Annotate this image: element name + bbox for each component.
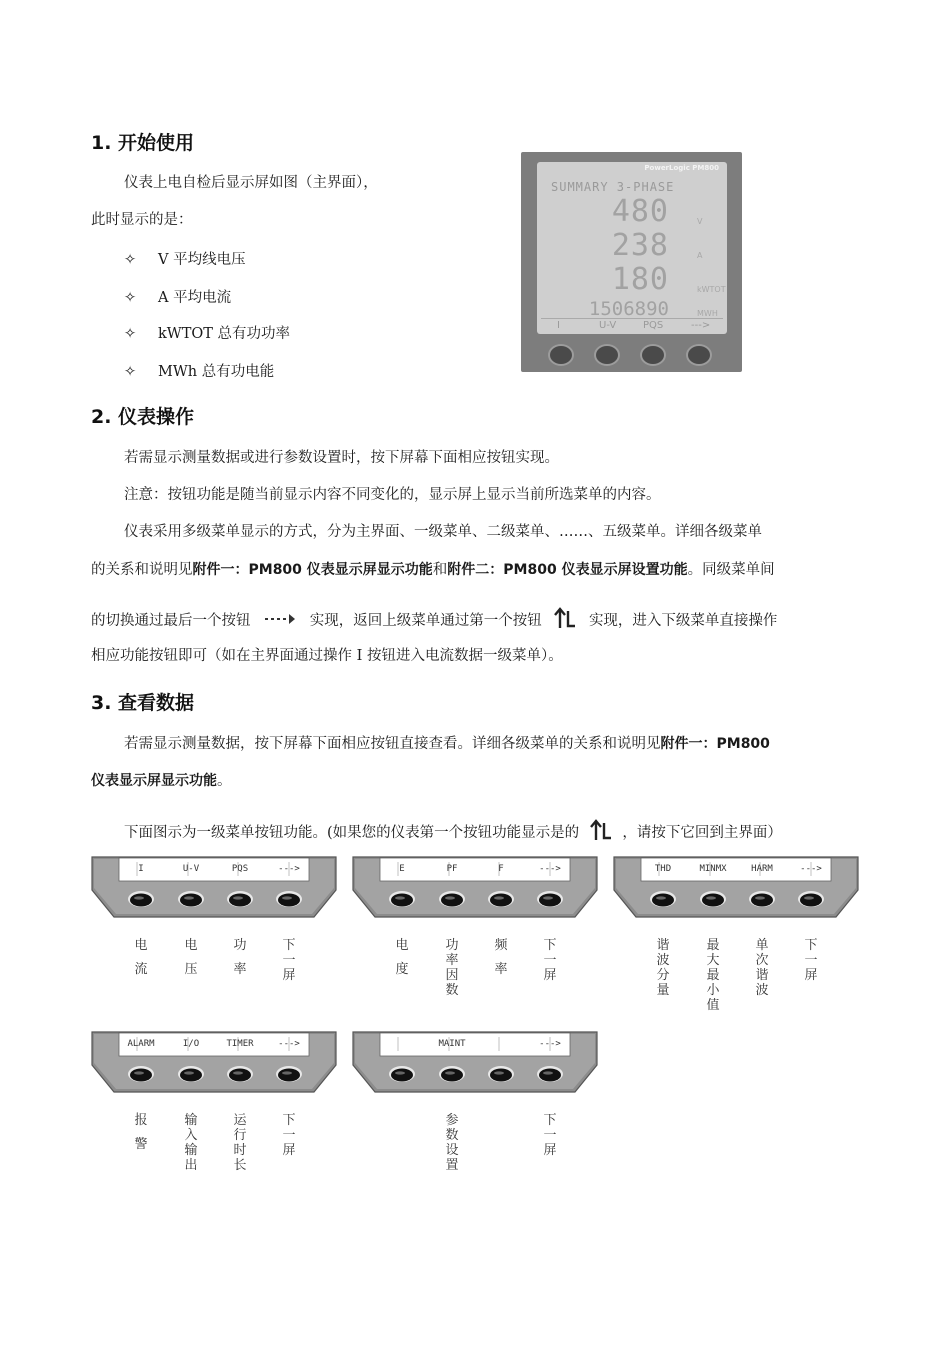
button-function-caption: 电流 bbox=[134, 938, 148, 977]
menu-button-strip bbox=[91, 856, 337, 918]
button-function-caption: 下一屏 bbox=[543, 938, 557, 983]
panel-button-shape bbox=[229, 1069, 251, 1082]
panel-button-shape bbox=[395, 1071, 405, 1074]
button-function-caption: 运行时长 bbox=[233, 1113, 247, 1173]
panel-button-shape bbox=[282, 896, 292, 899]
meter-value: 238 bbox=[611, 228, 669, 263]
appendix-2-ref: 附件二：PM800 仪表显示屏设置功能 bbox=[447, 562, 688, 578]
button-function-caption: 报警 bbox=[134, 1113, 148, 1152]
button-screen-label: ---> bbox=[278, 1039, 300, 1049]
meter-menu-label: I bbox=[557, 320, 560, 331]
meter-brand-logo: PowerLogic PM800 bbox=[644, 164, 719, 172]
panel-button-shape bbox=[134, 1071, 144, 1074]
button-screen-label: TIMER bbox=[226, 1039, 254, 1049]
meter-unit: V bbox=[697, 217, 703, 226]
button-screen-label: U-V bbox=[182, 864, 200, 874]
return-up-icon bbox=[554, 606, 576, 636]
panel-button-shape bbox=[278, 1069, 300, 1082]
button-screen-label: ---> bbox=[539, 864, 561, 874]
panel-button-shape bbox=[278, 894, 300, 907]
meter-unit: kWTOT bbox=[697, 285, 726, 294]
next-screen-arrow-icon bbox=[263, 611, 297, 631]
section-1-title: 1. 开始使用 bbox=[91, 132, 195, 154]
button-screen-label: ALARM bbox=[127, 1039, 155, 1049]
s2-paragraph-4: 的关系和说明见附件一：PM800 仪表显示屏显示功能和附件二：PM800 仪表显示屏设置功能。同级菜单间 bbox=[91, 562, 775, 578]
meter-menu-label: PQS bbox=[643, 320, 664, 331]
s2-paragraph-2: 注意：按钮功能是随当前显示内容不同变化的，显示屏上显示当前所选菜单的内容。 bbox=[124, 487, 661, 503]
meter-value: 480 bbox=[611, 194, 669, 229]
button-screen-label: PF bbox=[446, 864, 458, 874]
button-function-caption: 下一屏 bbox=[282, 1113, 296, 1158]
meter-unit: MWH bbox=[697, 309, 718, 318]
meter-menu-label: ---> bbox=[691, 320, 711, 331]
bullet-item: ✧ kWTOT 总有功功率 bbox=[124, 326, 291, 342]
s3-paragraph-2: 仪表显示屏显示功能。 bbox=[91, 773, 232, 789]
button-function-caption: 下一屏 bbox=[804, 938, 818, 983]
panel-button-shape bbox=[184, 1071, 194, 1074]
appendix-1-ref: 仪表显示屏显示功能 bbox=[91, 773, 217, 789]
panel-button-shape bbox=[180, 1069, 202, 1082]
button-screen-label: F bbox=[498, 864, 504, 874]
meter-display-photo bbox=[521, 152, 742, 372]
panel-button-shape bbox=[130, 1069, 152, 1082]
panel-button-shape bbox=[543, 1071, 553, 1074]
meter-knob bbox=[594, 344, 620, 366]
panel-button-shape bbox=[543, 896, 553, 899]
section-3-title: 3. 查看数据 bbox=[91, 692, 195, 714]
button-function-caption: 频率 bbox=[494, 938, 508, 977]
button-function-caption: 功率 bbox=[233, 938, 247, 977]
menu-button-strip bbox=[352, 856, 598, 918]
s2-paragraph-1: 若需显示测量数据或进行参数设置时，按下屏幕下面相应按钮实现。 bbox=[124, 450, 559, 466]
panel-button-shape bbox=[445, 1071, 455, 1074]
s3-paragraph-1: 若需显示测量数据，按下屏幕下面相应按钮直接查看。详细各级菜单的关系和说明见附件一：PM800 bbox=[124, 736, 770, 752]
panel-button-shape bbox=[233, 896, 243, 899]
panel-button-shape bbox=[755, 896, 765, 899]
meter-knob bbox=[686, 344, 712, 366]
button-screen-label: I bbox=[138, 864, 144, 874]
panel-button-shape bbox=[395, 896, 405, 899]
panel-button-shape bbox=[180, 894, 202, 907]
panel-button-shape bbox=[494, 896, 504, 899]
panel-button-shape bbox=[494, 1071, 504, 1074]
appendix-1-ref: 附件一：PM800 仪表显示屏显示功能 bbox=[192, 562, 433, 578]
bullet-item: ✧ V 平均线电压 bbox=[124, 252, 246, 268]
button-function-caption: 单次谐波 bbox=[755, 938, 769, 998]
meter-unit: A bbox=[697, 251, 703, 260]
meter-menu-label: U-V bbox=[599, 320, 617, 331]
bullet-item: ✧ A 平均电流 bbox=[124, 290, 232, 306]
section-2-title: 2. 仪表操作 bbox=[91, 406, 195, 428]
button-screen-label: ---> bbox=[800, 864, 822, 874]
bullet-item: ✧ MWh 总有功电能 bbox=[124, 364, 275, 380]
s1-paragraph-2: 此时显示的是： bbox=[91, 212, 193, 228]
button-function-caption: 下一屏 bbox=[543, 1113, 557, 1158]
panel-button-shape bbox=[804, 896, 814, 899]
panel-button-shape bbox=[391, 894, 413, 907]
panel-button-shape bbox=[441, 1069, 463, 1082]
panel-button-shape bbox=[656, 896, 666, 899]
button-screen-label: HARM bbox=[751, 864, 773, 874]
panel-button-shape bbox=[134, 896, 144, 899]
s3-paragraph-3: 下面图示为一级菜单按钮功能。(如果您的仪表第一个按钮功能显示是的 ，请按下它回到主界面） bbox=[124, 818, 782, 848]
button-screen-label: MAINT bbox=[438, 1039, 466, 1049]
panel-button-shape bbox=[539, 894, 561, 907]
menu-button-strip bbox=[91, 1031, 337, 1093]
button-screen-label: THD bbox=[654, 864, 672, 874]
panel-button-shape bbox=[800, 894, 822, 907]
panel-button-shape bbox=[233, 1071, 243, 1074]
button-function-caption: 参数设置 bbox=[445, 1113, 459, 1173]
panel-button-shape bbox=[130, 894, 152, 907]
button-function-caption: 电压 bbox=[184, 938, 198, 977]
panel-button-shape bbox=[490, 1069, 512, 1082]
panel-button-shape bbox=[445, 896, 455, 899]
panel-button-shape bbox=[391, 1069, 413, 1082]
panel-button-shape bbox=[706, 896, 716, 899]
panel-button-shape bbox=[490, 894, 512, 907]
s2-paragraph-3: 仪表采用多级菜单显示的方式，分为主界面、一级菜单、二级菜单、……、五级菜单。详细各级菜单 bbox=[124, 524, 762, 540]
panel-button-shape bbox=[751, 894, 773, 907]
meter-value: 180 bbox=[611, 262, 669, 297]
return-up-icon bbox=[590, 818, 612, 848]
meter-knob bbox=[548, 344, 574, 366]
button-function-caption: 下一屏 bbox=[282, 938, 296, 983]
diamond-bullet-icon: ✧ bbox=[124, 326, 137, 342]
button-function-caption: 谐波分量 bbox=[656, 938, 670, 998]
panel-button-shape bbox=[184, 896, 194, 899]
panel-button-shape bbox=[441, 894, 463, 907]
meter-summary-line: SUMMARY 3-PHASE bbox=[551, 180, 675, 194]
panel-button-shape bbox=[652, 894, 674, 907]
s1-paragraph-1: 仪表上电自检后显示屏如图（主界面）， bbox=[124, 175, 378, 191]
button-screen-label: I/O bbox=[182, 1039, 200, 1049]
button-screen-label: MINMX bbox=[699, 864, 727, 874]
meter-value: 1506890 bbox=[588, 298, 669, 320]
button-function-caption: 最大最小值 bbox=[706, 938, 720, 1013]
diamond-bullet-icon: ✧ bbox=[124, 364, 137, 380]
panel-button-shape bbox=[702, 894, 724, 907]
button-screen-label: ---> bbox=[539, 1039, 561, 1049]
meter-lcd-screen bbox=[537, 162, 727, 334]
diamond-bullet-icon: ✧ bbox=[124, 290, 137, 306]
panel-button-shape bbox=[539, 1069, 561, 1082]
meter-knob bbox=[640, 344, 666, 366]
button-function-caption: 电度 bbox=[395, 938, 409, 977]
panel-button-shape bbox=[282, 1071, 292, 1074]
button-function-caption: 输入输出 bbox=[184, 1113, 198, 1173]
diamond-bullet-icon: ✧ bbox=[124, 252, 137, 268]
s2-paragraph-6: 相应功能按钮即可（如在主界面通过操作 I 按钮进入电流数据一级菜单）。 bbox=[91, 648, 563, 664]
button-screen-label: ---> bbox=[278, 864, 300, 874]
appendix-1-ref: 附件一：PM800 bbox=[660, 736, 770, 752]
s2-paragraph-5: 的切换通过最后一个按钮 实现，返回上级菜单通过第一个按钮 实现，进入下级菜单直接操作 bbox=[91, 606, 777, 636]
panel-button-shape bbox=[229, 894, 251, 907]
button-screen-label: E bbox=[399, 864, 405, 874]
menu-button-strip bbox=[613, 856, 859, 918]
button-screen-label: PQS bbox=[231, 864, 249, 874]
button-function-caption: 功率因数 bbox=[445, 938, 459, 998]
menu-button-strip bbox=[352, 1031, 598, 1093]
